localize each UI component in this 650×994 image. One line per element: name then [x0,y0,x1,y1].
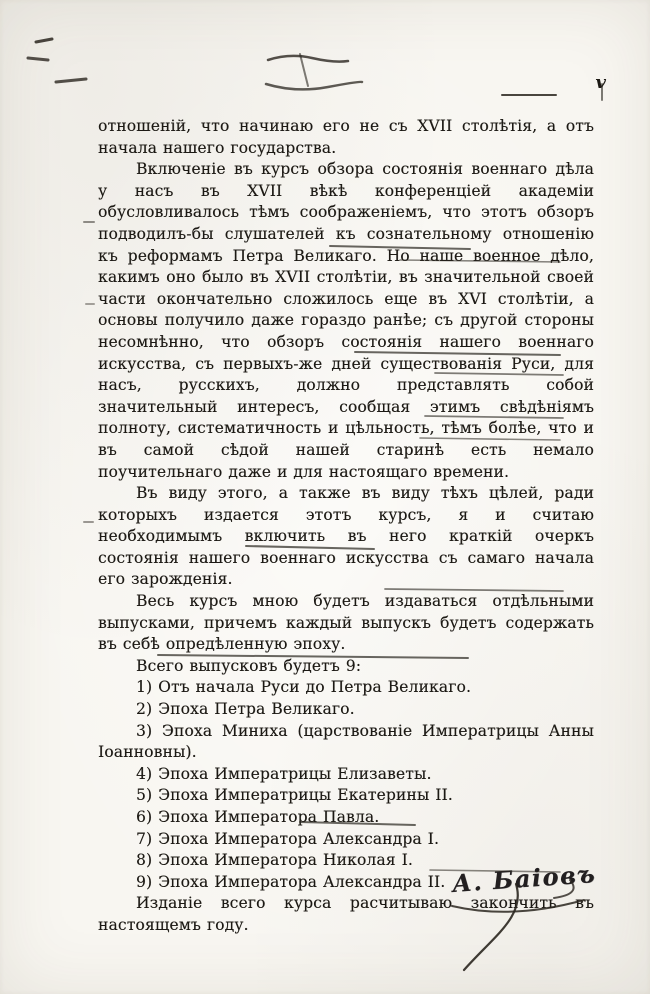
closing-paragraph: Изданіе всего курса расчитываю закончить въ настоящемъ году. [98,894,594,934]
text-block [98,116,594,937]
paragraph-total-issues: Всего выпусковъ будетъ 9: [136,656,362,675]
list-item-8: 8) Эпоха Императора Николая I. [136,851,413,870]
author-signature: А. Баіовъ [451,859,597,898]
list-item-2: 2) Эпоха Петра Великаго. [136,700,355,719]
paragraph-inclusion-of-course: Включеніе въ курсъ обзора состоянія военнаго дѣла у насъ въ XVII вѣкѣ конференціей академіи обусловливалось тѣмъ соображеніемъ, что этотъ обзоръ подводилъ-бы слушателей къ сознательному отношенію къ реформамъ Петра Великаго. Но наше военное дѣло, какимъ оно было въ XVII столѣтіи, въ значительной своей части окончательно сложилось еще въ XVI столѣтіи, а основы получило даже гораздо ранѣе; съ другой стороны несомнѣнно, что обзоръ состоянія нашего военнаго искусства, съ первыхъ-же дней существованія Руси, для насъ, русскихъ, должно представлять собой значительный интересъ, сообщая этимъ свѣдѣніямъ полноту, систематичность и цѣльность, тѣмъ болѣе, что и въ самой сѣдой нашей старинѣ есть немало поучительнаго даже и для настоящаго времени. [98,160,594,481]
list-item-3: 3) Эпоха Миниха (царствованіе Императрицы Анны Іоанновны). [98,721,594,762]
page-number: v [595,72,606,93]
list-item-7: 7) Эпоха Императора Александра I. [136,829,440,848]
epoch-list [98,677,594,893]
list-item-5: 5) Эпоха Императрицы Екатерины II. [136,786,453,805]
list-item-9: 9) Эпоха Императора Александра II. [136,872,446,891]
paragraph-in-view-of-this: Въ виду этого, а также въ виду тѣхъ цѣлей, ради которыхъ издается этотъ курсъ, я и считаю необходимымъ включить въ него краткій очеркъ состоянія нашего военнаго искусства съ самаго начала его зарожденія. [98,484,594,589]
list-item-4: 4) Эпоха Императрицы Елизаветы. [136,764,432,783]
list-item-6: 6) Эпоха Императора Павла. [136,808,380,826]
paragraph-continuation: отношеній, что начинаю его не съ XVII столѣтія, а отъ начала нашего государства. [98,117,594,157]
paragraph-whole-course: Весь курсъ мною будетъ издаваться отдѣльными выпусками, причемъ каждый выпускъ будетъ содержать въ себѣ опредѣленную эпоху. [98,592,594,654]
list-item-1: 1) Отъ начала Руси до Петра Великаго. [136,678,472,697]
